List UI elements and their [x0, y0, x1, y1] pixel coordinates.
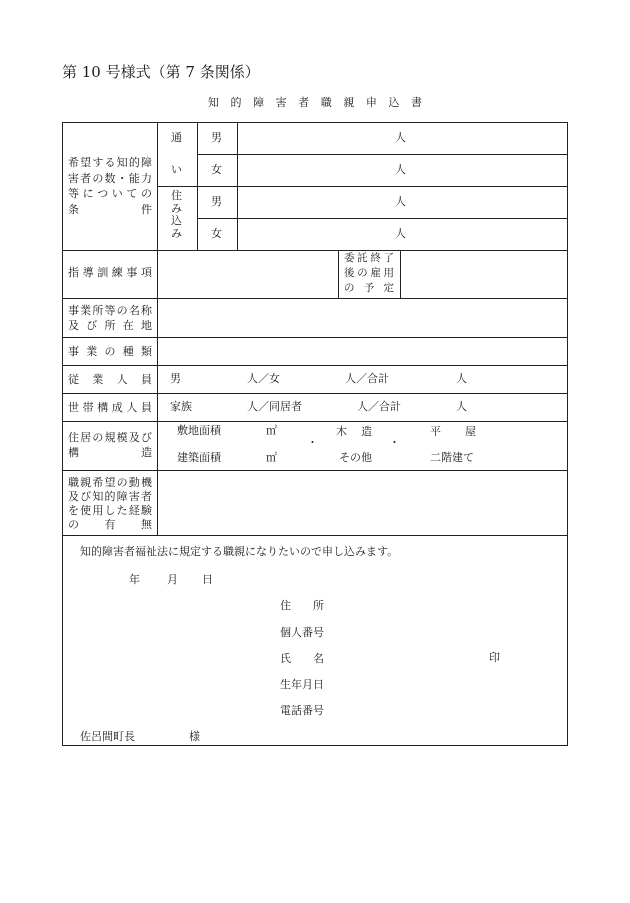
employees-total-unit: 人	[456, 372, 467, 385]
business-office-label	[68, 303, 152, 333]
form-number: 第 10 号様式（第 7 条関係）	[62, 63, 260, 81]
address-label	[280, 598, 324, 613]
seal-mark: 印	[489, 651, 500, 664]
my-number-label	[280, 625, 324, 640]
table-row-divider	[157, 186, 567, 187]
training-label-text: 指 導 訓 練 事 項	[68, 266, 152, 279]
table-col-divider	[157, 122, 158, 535]
two-story-option: 二階建て	[430, 451, 474, 464]
phone-label	[280, 703, 324, 718]
building-area-unit: ㎡	[266, 451, 277, 464]
employees-male-label: 男	[170, 372, 181, 385]
conditions-label-line: 等 に つ い て の	[68, 187, 152, 200]
business-office-label-line: 及 び 所 在 地	[68, 319, 152, 332]
household-total-unit: 人	[456, 400, 467, 413]
date-year-label: 年	[129, 573, 140, 586]
post-training-employment-label	[344, 251, 394, 296]
employees-total-label: 人／合計	[345, 372, 389, 385]
name-label	[280, 651, 324, 666]
birth-date-label-text: 生年月日	[280, 678, 324, 691]
name-label-text: 氏 名	[280, 652, 324, 665]
residence-label	[68, 430, 152, 460]
motivation-label	[68, 476, 152, 532]
table-row-divider	[62, 298, 567, 299]
table-row-divider	[62, 365, 567, 366]
conditions-label-line: 希望する知的障	[68, 156, 152, 169]
residence-label-line: 住居の規模及び	[68, 431, 152, 444]
training-label	[68, 265, 152, 280]
wooden-option-text: 木 造	[336, 425, 372, 438]
motivation-label-line: を使用した経験	[68, 504, 152, 517]
live-in-male-label: 男	[211, 195, 222, 208]
birth-date-label	[280, 677, 324, 692]
live-in-label-char: み	[171, 226, 182, 240]
live-in-male-unit: 人	[395, 195, 406, 208]
table-col-divider	[400, 250, 401, 298]
live-in-label-char: 住	[171, 189, 182, 202]
household-label-text: 世 帯 構 成 人 員	[68, 401, 152, 414]
one-story-option	[430, 424, 476, 439]
commute-label-char: い	[171, 163, 182, 176]
live-in-label	[170, 190, 183, 240]
table-row-divider	[197, 154, 567, 155]
conditions-label	[68, 155, 152, 217]
live-in-female-label: 女	[211, 227, 222, 240]
table-row-divider	[62, 535, 567, 536]
table-row-divider	[62, 470, 567, 471]
one-story-option-text: 平 屋	[430, 425, 476, 438]
conditions-label-line: 害者の数・能力	[68, 171, 152, 185]
phone-label-text: 電話番号	[280, 704, 324, 717]
form-title	[208, 95, 422, 110]
motivation-label-line: 及び知的障害者	[68, 490, 152, 503]
business-type-label	[68, 344, 152, 359]
declaration-statement: 知的障害者福祉法に規定する職親になりたいので申し込みます。	[80, 545, 399, 558]
addressee-label: 佐呂間町長	[80, 730, 135, 743]
commute-male-unit: 人	[395, 131, 406, 144]
honorific-label: 様	[189, 730, 200, 743]
separator-dot: ・	[389, 436, 400, 449]
date-month-label: 月	[167, 573, 178, 586]
motivation-label-line: の 有 無	[68, 518, 152, 531]
building-area-label: 建築面積	[177, 451, 221, 464]
wooden-option	[336, 424, 372, 439]
employees-label-text: 従 業 人 員	[68, 373, 152, 386]
form-title-text: 知 的 障 害 者 職 親 申 込 書	[208, 96, 422, 109]
household-label	[68, 400, 152, 415]
my-number-label-text: 個人番号	[280, 626, 324, 639]
live-in-label-char: 込	[171, 214, 182, 227]
table-row-divider	[62, 393, 567, 394]
commute-male-label: 男	[211, 131, 222, 144]
residence-label-line: 構 造	[68, 446, 152, 459]
site-area-unit: ㎡	[266, 424, 277, 437]
post-training-label-line: 後の雇用	[344, 267, 394, 279]
motivation-label-line: 職親希望の動機	[68, 476, 152, 489]
other-structure-option: その他	[339, 451, 372, 464]
live-in-label-char: み	[171, 201, 182, 215]
site-area-label: 敷地面積	[177, 424, 221, 437]
live-in-female-unit: 人	[395, 227, 406, 240]
conditions-label-line: 条 件	[68, 202, 152, 216]
commute-female-label: 女	[211, 163, 222, 176]
business-office-label-line: 事業所等の名称	[68, 304, 152, 317]
household-total-label: 人／合計	[357, 400, 401, 413]
table-row-divider	[197, 218, 567, 219]
employees-label	[68, 372, 152, 387]
post-training-label-line: 委託終了	[344, 252, 394, 264]
household-family-label: 家族	[170, 400, 192, 413]
employees-female-label: 人／女	[247, 372, 280, 385]
table-col-divider	[338, 250, 339, 298]
table-row-divider	[62, 337, 567, 338]
commute-female-unit: 人	[395, 163, 406, 176]
household-cohabitant-label: 人／同居者	[247, 400, 302, 413]
commute-label-char: 通	[171, 131, 182, 144]
table-row-divider	[62, 250, 567, 251]
table-row-divider	[62, 421, 567, 422]
business-type-label-text: 事 業 の 種 類	[68, 345, 152, 358]
address-label-text: 住 所	[280, 599, 324, 612]
post-training-label-line: の 予 定	[344, 282, 394, 294]
date-day-label: 日	[202, 573, 213, 586]
separator-dot: ・	[307, 436, 318, 449]
